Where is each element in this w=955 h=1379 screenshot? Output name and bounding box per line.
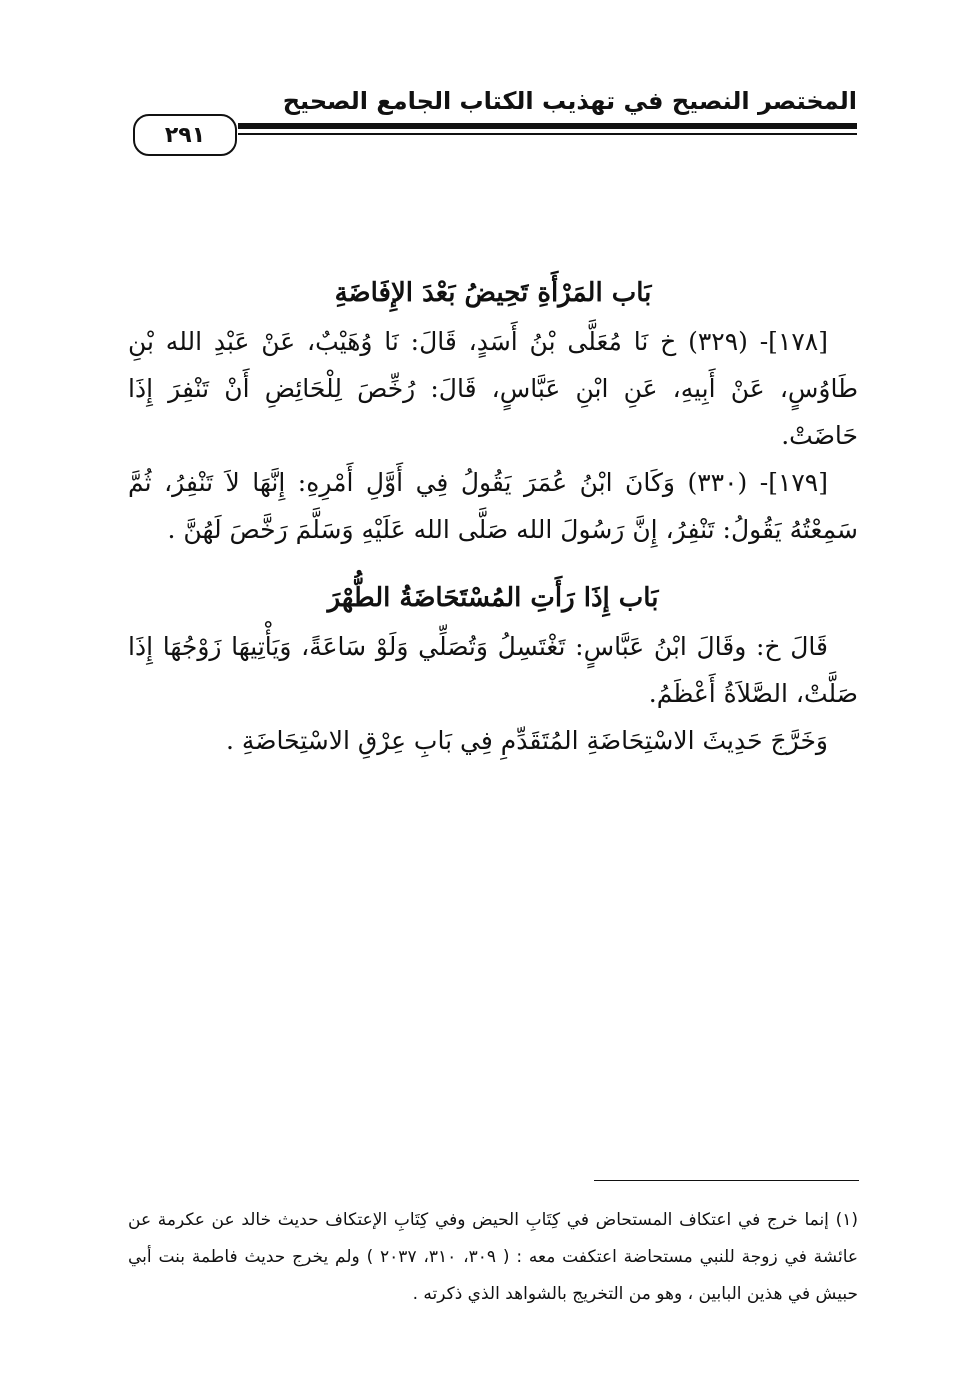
hadith-paragraph: [١٧٩]- (٣٣٠) وَكَانَ ابْنُ عُمَرَ يَقُولُ فِي أَوَّلِ أَمْرِهِ: إِنَّهَا لاَ تَنْفِرُ، ثُمَّ سَمِعْتُهُ يَقُولُ: تَنْفِرُ، إِنَّ رَسُولَ الله صَلَّى الله عَلَيْهِ وَسَلَّمَ رَخَّصَ لَهُنَّ . xyxy=(128,468,858,544)
chapter-heading: بَاب إِذَا رَأَتِ المُسْتَحَاضَةُ الطُّهْرَ xyxy=(327,583,659,613)
main-text xyxy=(128,268,858,764)
header-rule-thick xyxy=(238,123,857,129)
chapter-heading: بَاب المَرْأَةِ تَحِيضُ بَعْدَ الإِفَاضَةِ xyxy=(334,278,652,308)
footnotes xyxy=(128,1202,858,1313)
footnote: (١) إنما خرج في اعتكاف المستحاض في كِتَابِ الحيض وفي كِتَابِ الإعتكاف حديث خالد عن عكرمة عن عائشة في زوجة للنبي مستحاضة اعتكفت معه : ( ٣٠٩، ٣١٠، ٢٠٣٧ ) ولم يخرج حديث فاطمة بنت أبي حبيش في هذين البابين ، وهو من التخريج بالشواهد الذي ذكرته . xyxy=(128,1210,859,1304)
page-number: ٢٩١ xyxy=(133,114,237,156)
body-paragraph: قَالَ خ: وقَالَ ابْنُ عَبَّاسٍ: تَغْتَسِلُ وَتُصَلِّي وَلَوْ سَاعَةً، وَيَأْتِيهَا زَوْجُهَا إِذَا صَلَّتْ، الصَّلاَةُ أَعْظَمُ. xyxy=(128,632,858,708)
header-rule-thin xyxy=(238,133,857,135)
running-title: المختصر النصيح في تهذيب الكتاب الجامع الصحيح xyxy=(282,87,857,115)
hadith-paragraph: [١٧٨]- (٣٢٩) خ نَا مُعَلَّى بْنُ أَسَدٍ، قَالَ: نَا وُهَيْبٌ، عَنْ عَبْدِ الله بْنِ طَاوُسٍ، عَنْ أَبِيهِ، عَنِ ابْنِ عَبَّاسٍ، قَالَ: رُخِّصَ لِلْحَائِضِ أَنْ تَنْفِرَ إِذَا حَاضَتْ. xyxy=(128,327,858,450)
footnote-separator xyxy=(594,1180,859,1181)
body-paragraph: وَخَرَّجَ حَدِيثَ الاسْتِحَاضَةِ المُتَقَدِّمِ فِي بَابِ عِرْقِ الاسْتِحَاضَةِ . xyxy=(225,726,828,755)
